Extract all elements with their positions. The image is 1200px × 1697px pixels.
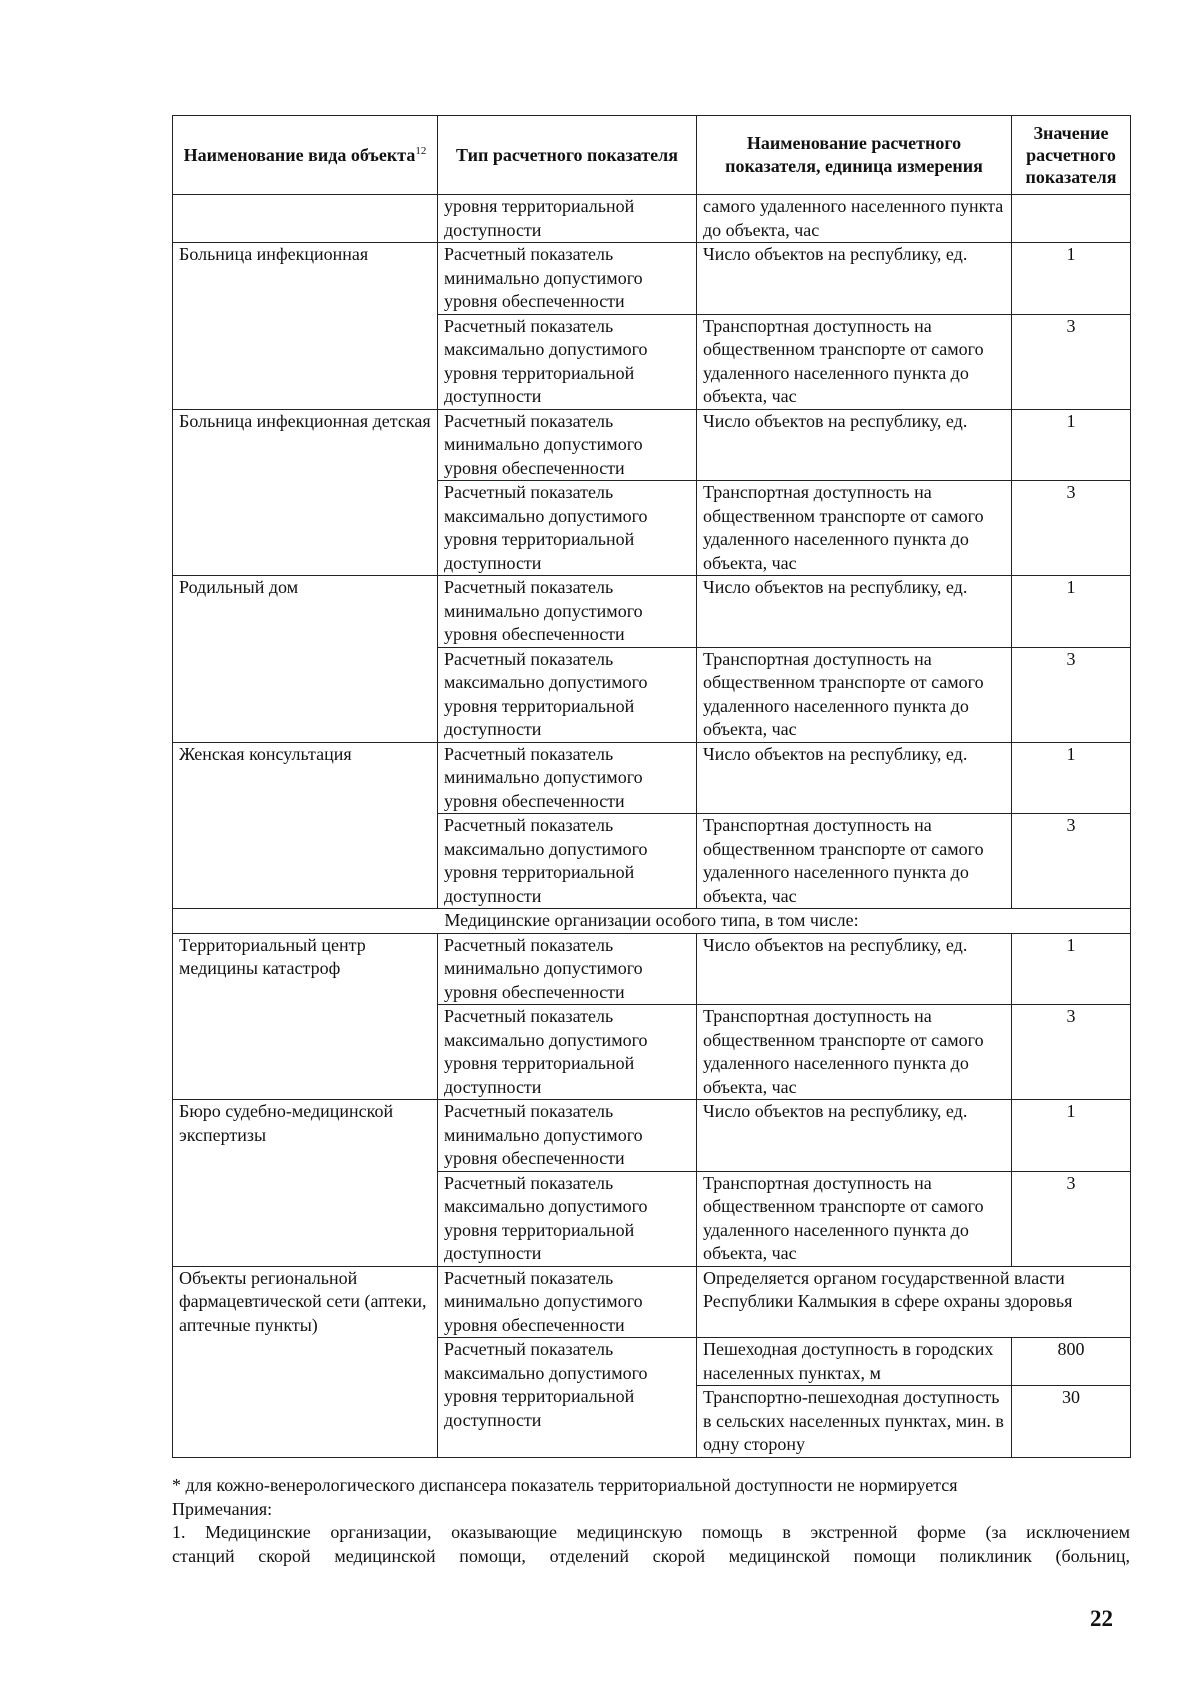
table-row xyxy=(173,409,1131,481)
indicator-value-cell: 3 xyxy=(1012,647,1131,742)
note-1-line-1: 1. Медицинские организации, оказывающие медицинскую помощь в экстренной форме (за исключением xyxy=(172,1522,1130,1542)
indicator-name-cell: Пешеходная доступность в городских населенных пунктах, м xyxy=(697,1338,1012,1386)
table-row xyxy=(173,576,1131,648)
indicator-name-cell: Транспортная доступность на общественном транспорте от самого удаленного населенного пункта до объекта, час xyxy=(697,647,1012,742)
indicator-name-cell: Транспортная доступность на общественном транспорте от самого удаленного населенного пункта до объекта, час xyxy=(697,314,1012,409)
indicator-type-cell: Расчетный показатель максимально допустимого уровня территориальной доступности xyxy=(438,481,697,576)
header-object-type: Наименование вида объекта$^{12}$ xyxy=(173,116,438,195)
indicator-type-cell: Расчетный показатель максимально допустимого уровня территориальной доступности xyxy=(438,1005,697,1100)
object-name-cell: Больница инфекционная детская xyxy=(173,409,438,576)
table-row xyxy=(173,1100,1131,1172)
indicator-name-cell: Число объектов на республику, ед. xyxy=(697,1100,1012,1172)
indicator-name-cell: Транспортная доступность на общественном транспорте от самого удаленного населенного пункта до объекта, час xyxy=(697,1005,1012,1100)
indicator-name-cell: Число объектов на республику, ед. xyxy=(697,409,1012,481)
indicator-name-cell: Транспортная доступность на общественном транспорте от самого удаленного населенного пункта до объекта, час xyxy=(697,1171,1012,1266)
indicator-type-cell: Расчетный показатель максимально допустимого уровня территориальной доступности xyxy=(438,814,697,909)
indicator-name-cell: Число объектов на республику, ед. xyxy=(697,576,1012,648)
indicator-value-cell: 3 xyxy=(1012,814,1131,909)
note-1-line-2: станций скорой медицинской помощи, отделений скорой медицинской помощи поликлиник (больниц, xyxy=(172,1545,1130,1566)
indicator-value-cell: 1 xyxy=(1012,1100,1131,1172)
indicator-value-cell: 800 xyxy=(1012,1338,1131,1386)
indicator-type-cell: Расчетный показатель максимально допустимого уровня территориальной доступности xyxy=(438,1338,697,1458)
indicator-name-cell: Определяется органом государственной власти Республики Калмыкия в сфере охраны здоровья xyxy=(697,1266,1131,1338)
object-name-cell: Объекты региональной фармацевтической сети (аптеки, аптечные пункты) xyxy=(173,1266,438,1457)
object-name-cell: Больница инфекционная xyxy=(173,243,438,410)
indicator-value-cell: 1 xyxy=(1012,933,1131,1005)
header-indicator-name: Наименование расчетного показателя, единица измерения xyxy=(697,116,1012,195)
indicator-type-cell: Расчетный показатель минимально допустимого уровня обеспеченности xyxy=(438,1266,697,1338)
indicator-value-cell: 1 xyxy=(1012,409,1131,481)
indicator-type-cell: Расчетный показатель максимально допустимого уровня территориальной доступности xyxy=(438,1171,697,1266)
indicator-name-cell: Число объектов на республику, ед. xyxy=(697,243,1012,315)
notes-title: Примечания: xyxy=(172,1498,273,1519)
indicator-type-cell: Расчетный показатель максимально допустимого уровня территориальной доступности xyxy=(438,314,697,409)
indicator-type-cell: уровня территориальной доступности xyxy=(438,195,697,243)
section-row xyxy=(173,909,1131,934)
table-row xyxy=(173,742,1131,814)
section-title: Медицинские организации особого типа, в том числе: xyxy=(173,909,1131,934)
indicator-value-cell: 1 xyxy=(1012,742,1131,814)
footnote-text: * для кожно-венерологического диспансера показатель территориальной доступности не нормируется xyxy=(172,1475,958,1495)
indicator-value-cell: 3 xyxy=(1012,481,1131,576)
object-name-cell: Женская консультация xyxy=(173,742,438,909)
table-row xyxy=(173,195,1131,243)
table-row xyxy=(173,1266,1131,1338)
indicator-value-cell: 3 xyxy=(1012,1005,1131,1100)
object-name-cell: Родильный дом xyxy=(173,576,438,743)
indicator-type-cell: Расчетный показатель минимально допустимого уровня обеспеченности xyxy=(438,742,697,814)
object-name-cell: Территориальный центр медицины катастроф xyxy=(173,933,438,1100)
header-indicator-type: Тип расчетного показателя xyxy=(438,116,697,195)
indicator-type-cell: Расчетный показатель минимально допустимого уровня обеспеченности xyxy=(438,933,697,1005)
page-number: 22 xyxy=(1090,1606,1113,1631)
indicator-value-cell: 3 xyxy=(1012,314,1131,409)
indicator-name-cell: Число объектов на республику, ед. xyxy=(697,933,1012,1005)
indicator-type-cell: Расчетный показатель минимально допустимого уровня обеспеченности xyxy=(438,409,697,481)
object-name-cell xyxy=(173,195,438,243)
header-indicator-value: Значение расчетного показателя xyxy=(1012,116,1131,195)
notes-block xyxy=(172,1474,1130,1568)
indicator-value-cell: 30 xyxy=(1012,1386,1131,1458)
indicator-name-cell: Транспортная доступность на общественном транспорте от самого удаленного населенного пункта до объекта, час xyxy=(697,481,1012,576)
indicator-name-cell: Число объектов на республику, ед. xyxy=(697,742,1012,814)
indicator-type-cell: Расчетный показатель максимально допустимого уровня территориальной доступности xyxy=(438,647,697,742)
object-name-cell: Бюро судебно-медицинской экспертизы xyxy=(173,1100,438,1267)
indicator-name-cell: Транспортная доступность на общественном транспорте от самого удаленного населенного пункта до объекта, час xyxy=(697,814,1012,909)
indicators-table xyxy=(172,115,1131,1458)
indicator-type-cell: Расчетный показатель минимально допустимого уровня обеспеченности xyxy=(438,243,697,315)
indicator-value-cell: 1 xyxy=(1012,576,1131,648)
indicator-name-cell: Транспортно-пешеходная доступность в сельских населенных пунктах, мин. в одну сторону xyxy=(697,1386,1012,1458)
indicator-type-cell: Расчетный показатель минимально допустимого уровня обеспеченности xyxy=(438,1100,697,1172)
table-row xyxy=(173,243,1131,315)
indicator-type-cell: Расчетный показатель минимально допустимого уровня обеспеченности xyxy=(438,576,697,648)
indicator-name-cell: самого удаленного населенного пункта до объекта, час xyxy=(697,195,1012,243)
indicator-value-cell: 1 xyxy=(1012,243,1131,315)
table-row xyxy=(173,933,1131,1005)
table-header-row xyxy=(173,116,1131,195)
indicator-value-cell xyxy=(1012,195,1131,243)
footnote-ref: 12 xyxy=(415,144,427,157)
indicator-value-cell: 3 xyxy=(1012,1171,1131,1266)
